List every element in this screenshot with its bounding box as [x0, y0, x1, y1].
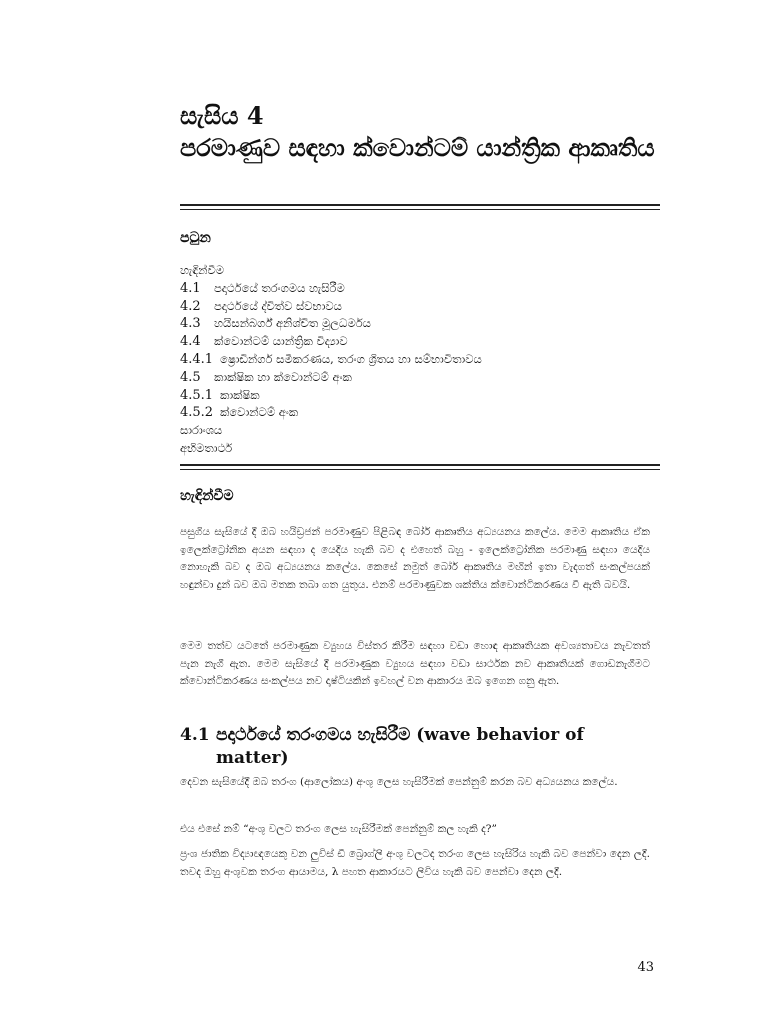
section-title: පදාර්ථයේ තරංගමය හැසිරීම (wave behavior of	[216, 725, 584, 745]
contents-item: 4.3 හයිසන්බර්ග් අනිශ්චිත මූලධර්මය	[180, 316, 371, 332]
contents-item: 4.4.1 ෂ්‍රොඩින්ගර් සමීකරණය, තරංග ශ්‍රිතය හා සම්භාවිතාවය	[180, 351, 482, 367]
chapter-heading: පරමාණුව සඳහා ක්වොන්ටම් යාන්ත්‍රික ආකෘතිය	[180, 133, 655, 162]
intro-heading: හැඳින්වීම	[180, 488, 234, 504]
contents-heading: පටුන	[180, 230, 211, 246]
page-number: 43	[637, 960, 654, 975]
section-4-1-heading	[180, 724, 600, 770]
section-title-continued: matter)	[216, 748, 289, 768]
contents-item: සාරාංශය	[180, 423, 223, 438]
bottom-divider	[180, 464, 660, 466]
contents-list	[180, 262, 660, 458]
contents-item: 4.2 පදාර්ථයේ ද්විත්ව ස්වභාවය	[180, 298, 342, 314]
chapter-number: සැසිය 4	[180, 101, 264, 130]
contents-item: 4.5 කාක්ෂික හා ක්වොන්ටම් අංක	[180, 369, 352, 385]
contents-item: අභිමතාර්ථ	[180, 440, 233, 455]
contents-item: 4.1 පදාර්ථයේ තරංගමය හැසිරීම	[180, 280, 345, 296]
intro-paragraph: මෙම තත්ව යටතේ පරමාණුක ව්‍යුහය විස්තර කිරීම සඳහා වඩා හොඳ ආකෘතියක අවශ්‍යතාවය නැවතත් පැන නැගී ඇත. මෙම සැසියේ දී පරමාණුක ව්‍යුහය සඳහා වඩා සාර්ථක නව ආකෘතියක් ගොඩනැගීමට ක්වොන්ටිකරණය සංකල්පය නව දෘෂ්ටියකින් ඉවහල් වන ආකාරය ඔබ ඉගෙන ගනු ඇත.	[180, 640, 650, 687]
contents-item: 4.5.2 ක්වොන්ටම් අංක	[180, 405, 299, 421]
contents-item: හැඳින්වීම	[180, 263, 224, 277]
section-paragraph: එය එසේ නම් “අංශු වලට තරංග ලෙස හැසිරීමක් පෙන්නුම් කල හැකි ද?”	[180, 823, 497, 835]
intro-paragraph: පසුගිය සැසියේ දී ඔබ හයිඩ්‍රජන් පරමාණුව පිළිබඳ බෝර් ආකෘතිය අධ්‍යයනය කලේය. මෙම ආකෘතිය ඒක ඉලෙක්ට්‍රෝනික අයන සඳහා ද යෙදිය හැකි බව ද එහෙත් බහු - ඉලෙක්ට්‍රෝනික පරමාණු සඳහා යෙදිය නොහැකි බව ද ඔබ අධ්‍යයනය කලේය. කෙසේ නමුත් බෝර් ආකෘතිය මඟින් ඉතා වැදගත් සංකල්පයක් හඳුන්වා දුන් බව ඔබ මතක තබා ගත යුතුය. එනම් පරමාණුවක ශක්තිය ක්වොන්ටිකරණය වී ඇති බවයි.	[180, 526, 650, 591]
contents-item: 4.4 ක්වොන්ටම් යාන්ත්‍රික විද්‍යාව	[180, 334, 348, 350]
section-paragraph: ප්‍රංශ ජාතික විද්‍යාඥයෙකු වන ලුවිස් ඩී බ්‍රොග්ලි අංශු වලටද තරංග ලෙස හැසිරිය හැකි බව පෙන්වා දෙන ලදී. තවද ඔහු අංශුවක තරංග ආයාමය, λ පහත ආකාරයට ලිවිය හැකි බව පෙන්වා දෙන ලදී.	[180, 848, 650, 878]
section-paragraph: දෙවන සැසියේදී ඔබ තරංග (ආලෝකය) අංශු ලෙස හැසිරීමක් පෙන්නුම් කරන බව අධ්‍යයනය කලේය.	[180, 776, 618, 788]
chapter-title	[180, 100, 740, 164]
contents-item: 4.5.1 කාක්ෂික	[180, 387, 260, 403]
section-number: 4.1	[180, 725, 210, 745]
top-divider	[180, 204, 660, 206]
